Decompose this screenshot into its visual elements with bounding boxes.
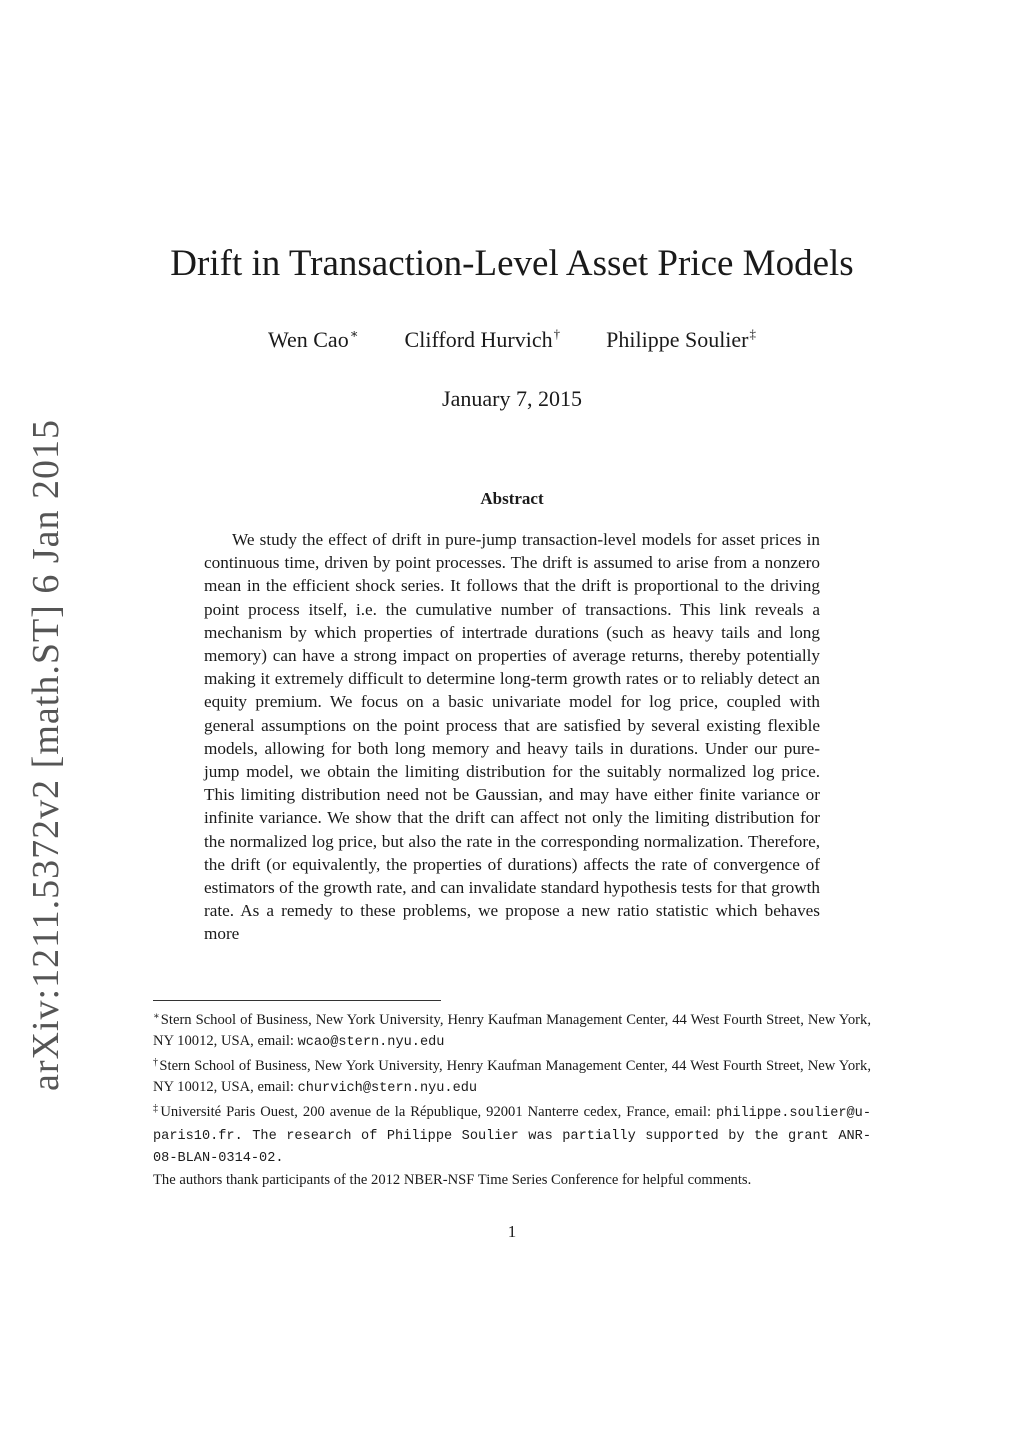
- author-2-name: Clifford Hurvich: [404, 327, 553, 352]
- author-2: [405, 326, 561, 353]
- arxiv-sidebar: [20, 419, 72, 1091]
- footnote-3: [153, 1099, 871, 1170]
- footnote-rule: [153, 1000, 441, 1001]
- author-3: [606, 326, 756, 353]
- abstract-text: We study the effect of drift in pure-jump transaction-level models for asset prices in continuous time, driven by point processes. The drift is assumed to arise from a nonzero mean in the efficient shock series. It follows that the drift is proportional to the driving point process itself, i.e. the cumulative number of transactions. This link reveals a mechanism by which properties of intertrade durations (such as heavy tails and long memory) can have a strong impact on properties of average returns, thereby potentially making it extremely difficult to determine long-term growth rates or to reliably detect an equity premium. We focus on a basic univariate model for log price, coupled with general assumptions on the point process that are satisfied by several existing flexible models, allowing for both long memory and heavy tails in durations. Under our pure-jump model, we obtain the limiting distribution for the suitably normalized log price. This limiting distribution need not be Gaussian, and may have either finite variance or infinite variance. We show that the drift can affect not only the limiting distribution for the normalized log price, but also the rate in the corresponding normalization. Therefore, the drift (or equivalently, the properties of durations) affects the rate of convergence of estimators of the growth rate, and can invalidate standard hypothesis tests for that growth rate. As a remedy to these problems, we propose a new ratio statistic which behaves more: [204, 530, 820, 944]
- author-3-mark: ‡: [749, 326, 757, 341]
- page-number: 1: [507, 1222, 517, 1241]
- footnote-3-mark: ‡: [153, 1103, 160, 1114]
- paper-date: January 7, 2015: [442, 386, 582, 411]
- author-1: [268, 326, 359, 353]
- footnote-3-email[interactable]: philippe.soulier@u-paris10.fr.: [153, 1106, 871, 1144]
- footnote-1-email[interactable]: wcao@stern.nyu.edu: [297, 1034, 445, 1050]
- footnotes: [153, 1007, 871, 1190]
- author-3-name: Philippe Soulier: [606, 327, 749, 352]
- paper-title: Drift in Transaction-Level Asset Price Models: [170, 243, 854, 284]
- author-list: [0, 326, 1024, 353]
- footnote-2-mark: †: [153, 1057, 159, 1068]
- author-1-mark: ∗: [349, 326, 359, 341]
- abstract-heading: Abstract: [480, 489, 544, 508]
- arxiv-identifier[interactable]: arXiv:1211.5372v2 [math.ST] 6 Jan 2015: [25, 419, 67, 1091]
- acknowledgment-note: The authors thank participants of the 2012 NBER-NSF Time Series Conference for helpful comments.: [153, 1171, 752, 1188]
- author-1-name: Wen Cao: [267, 327, 349, 352]
- author-2-mark: †: [553, 326, 561, 341]
- footnote-2: [153, 1053, 871, 1099]
- footnote-3-trailing: The research of Philippe Soulier was partially supported by the grant ANR-08-BLAN-0314-02.: [153, 1128, 871, 1166]
- footnote-3-text: Université Paris Ouest, 200 avenue de la République, 92001 Nanterre cedex, France, email:: [160, 1104, 716, 1120]
- footnote-1-text: Stern School of Business, New York University, Henry Kaufman Management Center, 44 West Fourth Street, New York, NY 10012, USA, email:: [153, 1012, 871, 1049]
- footnote-2-text: Stern School of Business, New York University, Henry Kaufman Management Center, 44 West Fourth Street, New York, NY 10012, USA, email:: [153, 1058, 871, 1095]
- footnote-1: [153, 1007, 871, 1053]
- footnote-2-email[interactable]: churvich@stern.nyu.edu: [297, 1080, 478, 1096]
- footnote-1-mark: ∗: [153, 1011, 160, 1022]
